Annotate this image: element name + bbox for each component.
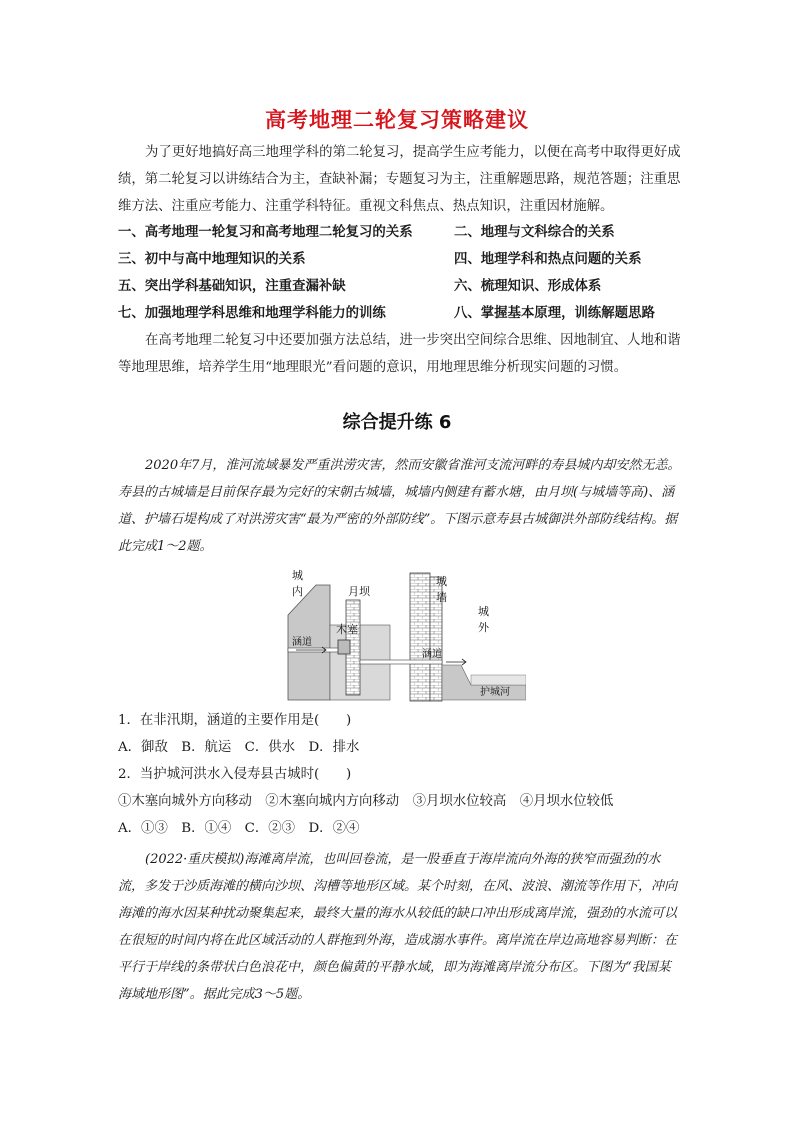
page-title: 高考地理二轮复习策略建议 xyxy=(265,108,529,132)
passage-1: 2020年7月，淮河流域暴发严重洪涝灾害，然而安徽省淮河支流河畔的寿县城内却安然无恙。寿县的古城墙是目前保存最为完好的宋朝古城墙，城墙内侧建有蓄水塘，由月坝(与城墙等高)、涵道、护墙石堤构成了对洪涝灾害“最为严密的外部防线”。下图示意寿县古城御洪外部防线结构。据此完成1～2题。 xyxy=(118,458,681,554)
strategy-item: 六、梳理知识、形成体系 xyxy=(454,279,602,294)
label-outer: 城 xyxy=(478,605,489,618)
question-1-options: A．御敌 B．航运 C．供水 D．排水 xyxy=(118,740,360,755)
label-inner: 城 xyxy=(292,569,303,582)
label-wall: 城 xyxy=(436,575,447,588)
label-outer: 外 xyxy=(478,621,489,634)
strategy-item: 三、初中与高中地理知识的关系 xyxy=(118,252,306,267)
label-inner: 内 xyxy=(292,585,303,598)
label-moat: 护城河 xyxy=(480,687,510,698)
label-plug: 木塞 xyxy=(336,623,358,636)
strategy-list xyxy=(118,217,688,325)
strategy-item: 五、突出学科基础知识，注重查漏补缺 xyxy=(118,279,346,294)
strategy-row xyxy=(118,244,688,271)
passage-2: (2022·重庆模拟)海滩离岸流，也叫回卷流，是一股垂直于海岸流向外海的狭窄而强劲的水流，多发于沙质海滩的横向沙坝、沟槽等地形区域。某个时刻，在风、波浪、潮流等作用下，冲向海滩的海水因某种扰动聚集起来，最终大量的海水从较低的缺口冲出形成离岸流，强劲的水流可以在很短的时间内将在此区域活动的人群拖到外海，造成溺水事件。离岸流在岸边高地容易判断：在平行于岸线的条带状白色浪花中，颜色偏黄的平静水域，即为海滩离岸流分布区。下图为“我国某海域地形图”。据此完成3～5题。 xyxy=(118,852,678,1002)
label-wall: 墙 xyxy=(436,591,447,604)
strategy-item: 八、掌握基本原理，训练解题思路 xyxy=(454,306,655,321)
strategy-item: 二、地理与文科综合的关系 xyxy=(454,225,615,240)
strategy-item: 四、地理学科和热点问题的关系 xyxy=(454,252,642,267)
question-2-options: A．①③ B．①④ C．②③ D．②④ xyxy=(118,821,360,836)
question-2: 2．当护城河洪水入侵寿县古城时( ) xyxy=(118,767,352,782)
closing-paragraph: 在高考地理二轮复习中还要加强方法总结，进一步突出空间综合思维、因地制宜、人地和谐等地理思维，培养学生用“地理眼光”看问题的意识，用地理思维分析现实问题的习惯。 xyxy=(118,333,681,375)
intro-paragraph: 为了更好地搞好高三地理学科的第二轮复习，提高学生应考能力，以便在高考中取得更好成绩，第二轮复习以讲练结合为主，查缺补漏；专题复习为主，注重解题思路，规范答题；注重思维方法、注重应考能力、注重学科特征。重视文科焦点、热点知识，注重因材施解。 xyxy=(118,145,681,214)
label-culvert: 涵道 xyxy=(422,649,442,660)
label-moon-dam: 月坝 xyxy=(348,585,370,598)
strategy-item: 七、加强地理学科思维和地理学科能力的训练 xyxy=(118,306,386,321)
label-culvert: 涵道 xyxy=(292,637,312,648)
section-title: 综合提升练 6 xyxy=(342,412,452,433)
strategy-row xyxy=(118,217,688,244)
question-1: 1．在非汛期，涵道的主要作用是( ) xyxy=(118,713,352,728)
strategy-item: 一、高考地理一轮复习和高考地理二轮复习的关系 xyxy=(118,225,413,240)
flood-defense-diagram xyxy=(286,565,526,705)
question-2-statements: ①木塞向城外方向移动 ②木塞向城内方向移动 ③月坝水位较高 ④月坝水位较低 xyxy=(118,794,614,809)
strategy-row xyxy=(118,298,688,325)
strategy-row xyxy=(118,271,688,298)
